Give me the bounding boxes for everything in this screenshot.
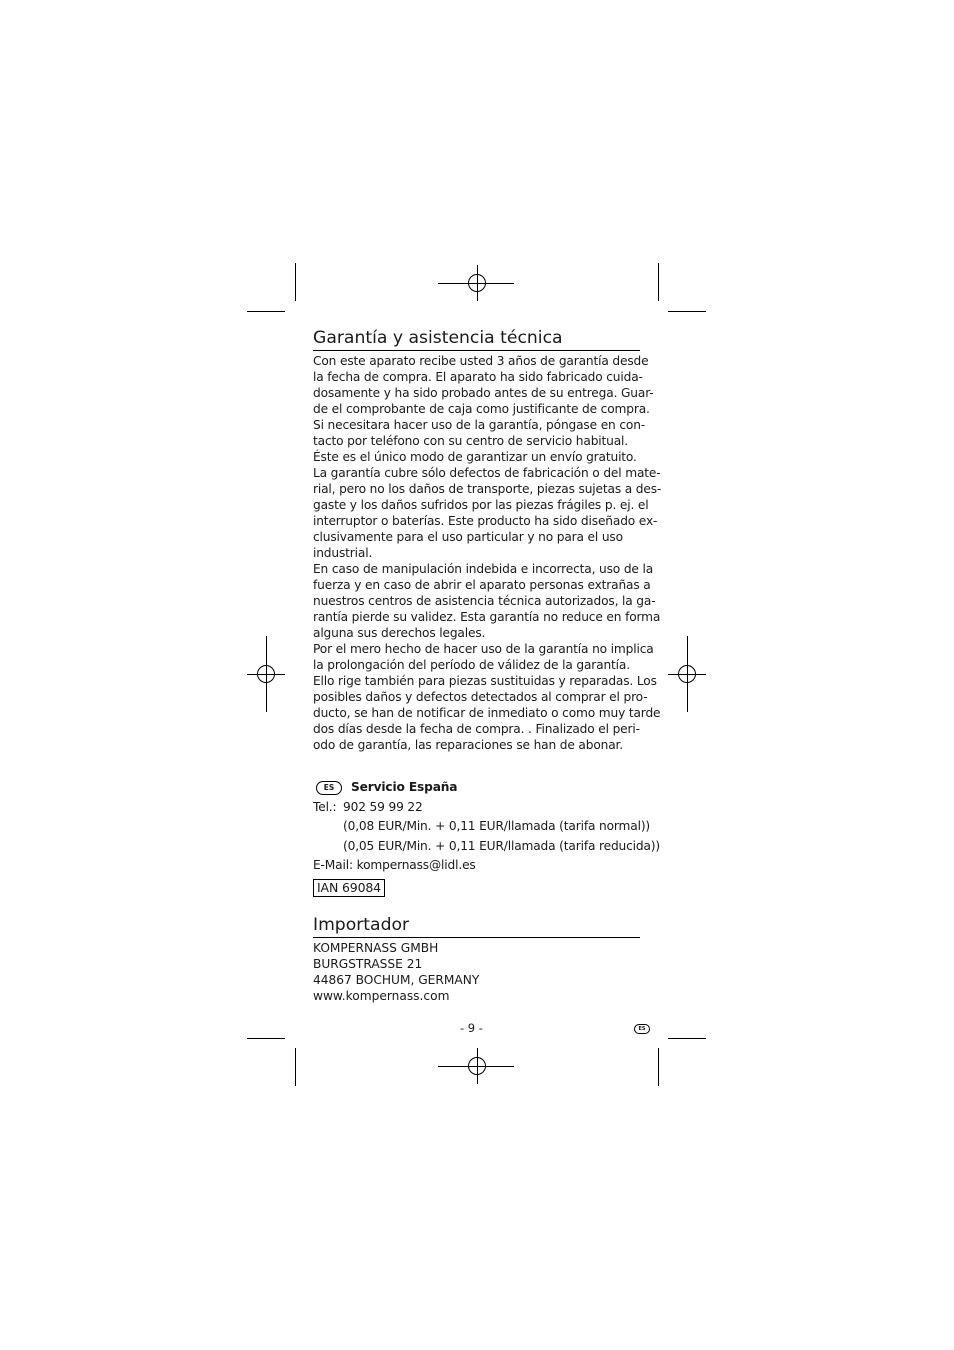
warranty-line: la fecha de compra. El aparato ha sido fabricado cuida- (313, 370, 643, 384)
telephone-label: Tel.: (313, 799, 337, 814)
crop-mark (658, 263, 659, 301)
warranty-line: ducto, se han de notificar de inmediato o como muy tarde (313, 706, 661, 720)
footer-country-badge: ES (634, 1024, 650, 1034)
warranty-line: En caso de manipulación indebida e incorrecta, uso de la (313, 562, 654, 576)
service-section (313, 778, 661, 898)
rate-reduced: (0,05 EUR/Min. + 0,11 EUR/llamada (tarifa reducida)) (343, 838, 661, 853)
warranty-line: fuerza y en caso de abrir el aparato personas extrañas a (313, 578, 651, 592)
warranty-line: tacto por teléfono con su centro de servicio habitual. (313, 434, 629, 448)
registration-circle (468, 1057, 486, 1075)
importer-line: 44867 BOCHUM, GERMANY (313, 973, 480, 987)
warranty-line: la prolongación del período de válidez de la garantía. (313, 658, 630, 672)
service-heading: Servicio España (351, 780, 458, 794)
warranty-line: rial, pero no los daños de transporte, piezas sujetas a des- (313, 482, 662, 496)
warranty-line: rantía pierde su validez. Esta garantía no reduce en forma (313, 610, 661, 624)
warranty-line: nuestros centros de asistencia técnica autorizados, la ga- (313, 594, 656, 608)
crop-mark (658, 1048, 659, 1086)
warranty-line: Ello rige también para piezas sustituidas y reparadas. Los (313, 674, 657, 688)
page-content (313, 327, 662, 1004)
crop-mark (295, 263, 296, 301)
warranty-line: de el comprobante de caja como justificante de compra. (313, 402, 650, 416)
page-number: - 9 - (460, 1021, 483, 1035)
service-email: E-Mail: kompernass@lidl.es (313, 858, 476, 872)
warranty-title: Garantía y asistencia técnica (313, 327, 640, 351)
rate-normal: (0,08 EUR/Min. + 0,11 EUR/llamada (tarifa normal)) (343, 819, 651, 833)
registration-circle (678, 665, 696, 683)
warranty-line: Por el mero hecho de hacer uso de la garantía no implica (313, 642, 654, 656)
registration-circle (257, 665, 275, 683)
warranty-text (313, 353, 662, 753)
telephone-row (313, 798, 640, 818)
warranty-line: odo de garantía, las reparaciones se han de abonar. (313, 738, 624, 752)
importer-title: Importador (313, 914, 640, 938)
warranty-line: La garantía cubre sólo defectos de fabricación o del mate- (313, 466, 661, 480)
warranty-line: industrial. (313, 546, 373, 560)
crop-mark (668, 311, 706, 312)
warranty-line: alguna sus derechos legales. (313, 626, 486, 640)
importer-section (313, 914, 640, 1004)
warranty-line: interruptor o baterías. Este producto ha sido diseñado ex- (313, 514, 658, 528)
service-heading-row (313, 778, 640, 798)
crop-mark (247, 311, 285, 312)
importer-line: BURGSTRASSE 21 (313, 957, 423, 971)
warranty-line: clusivamente para el uso particular y no para el uso (313, 530, 623, 544)
ian-number-box: IAN 69084 (313, 879, 385, 897)
registration-circle (468, 274, 486, 292)
warranty-line: dosamente y ha sido probado antes de su entrega. Guar- (313, 386, 654, 400)
warranty-line: Con este aparato recibe usted 3 años de garantía desde (313, 354, 649, 368)
importer-line: KOMPERNASS GMBH (313, 941, 439, 955)
telephone-number: 902 59 99 22 (343, 799, 423, 814)
crop-mark (295, 1048, 296, 1086)
warranty-line: posibles daños y defectos detectados al comprar el pro- (313, 690, 648, 704)
crop-mark (668, 1038, 706, 1039)
importer-address (313, 940, 640, 1004)
crop-mark (247, 1038, 285, 1039)
warranty-line: dos días desde la fecha de compra. . Finalizado el peri- (313, 722, 640, 736)
warranty-line: Si necesitara hacer uso de la garantía, póngase en con- (313, 418, 646, 432)
country-badge-es: ES (316, 781, 342, 795)
warranty-line: gaste y los daños sufridos por las piezas frágiles p. ej. el (313, 498, 649, 512)
importer-website: www.kompernass.com (313, 989, 450, 1003)
warranty-line: Éste es el único modo de garantizar un envío gratuito. (313, 450, 637, 464)
